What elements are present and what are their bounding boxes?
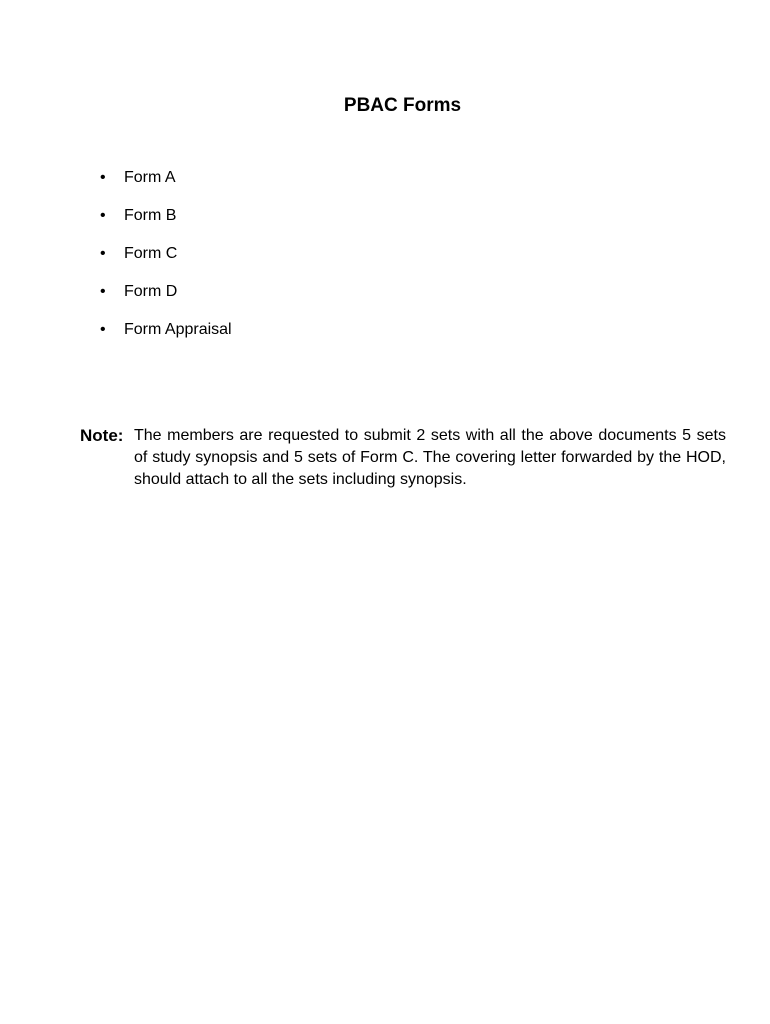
list-item (100, 321, 232, 359)
list-item-label: Form A (124, 169, 176, 186)
list-item-label: Form D (124, 283, 178, 300)
note-text: The members are requested to submit 2 sets with all the above documents 5 sets of study synopsis and 5 sets of Form C. The covering letter forwarded by the HOD, should attach to all the sets including synopsis. (134, 427, 726, 488)
list-item-label: Form Appraisal (124, 321, 232, 338)
bullet-icon: • (100, 245, 106, 262)
list-item (100, 283, 232, 321)
list-item (100, 245, 232, 283)
form-list (100, 169, 232, 359)
page-title: PBAC Forms (343, 95, 462, 116)
list-item (100, 207, 232, 245)
bullet-icon: • (100, 321, 106, 338)
list-item (100, 169, 232, 207)
bullet-icon: • (100, 283, 106, 300)
list-item-label: Form B (124, 207, 177, 224)
list-item-label: Form C (124, 245, 178, 262)
note-block (80, 425, 726, 491)
note-label: Note: (80, 426, 124, 445)
bullet-icon: • (100, 169, 106, 186)
bullet-icon: • (100, 207, 106, 224)
